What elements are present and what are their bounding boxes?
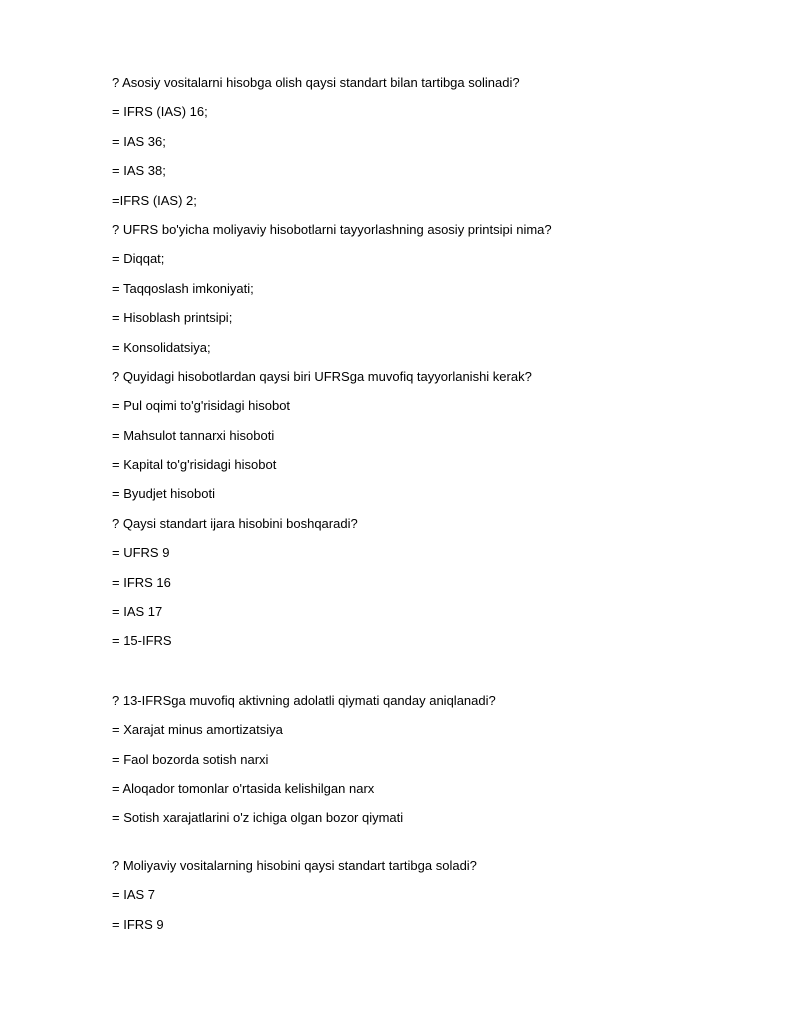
answer-option: = Diqqat;	[112, 251, 165, 267]
answer-option: = IAS 7	[112, 887, 155, 903]
answer-option: = Kapital to'g'risidagi hisobot	[112, 457, 277, 473]
answer-option: = Taqqoslash imkoniyati;	[112, 280, 254, 296]
question-text: ? 13-IFRSga muvofiq aktivning adolatli qiymati qanday aniqlanadi?	[112, 692, 496, 708]
answer-option: = Mahsulot tannarxi hisoboti	[112, 427, 275, 443]
answer-option: = Byudjet hisoboti	[112, 486, 215, 502]
answer-option: = Hisoblash printsipi;	[112, 310, 233, 326]
answer-option: = UFRS 9	[112, 545, 170, 561]
question-text: ? Asosiy vositalarni hisobga olish qaysi standart bilan tartibga solinadi?	[112, 75, 520, 90]
question-list	[112, 73, 732, 944]
question-text: ? UFRS bo'yicha moliyaviy hisobotlarni tayyorlashning asosiy printsipi nima?	[112, 221, 552, 237]
answer-option: = Sotish xarajatlarini o'z ichiga olgan bozor qiymati	[112, 810, 404, 826]
answer-option: = 15-IFRS	[112, 633, 172, 649]
answer-option: = Aloqador tomonlar o'rtasida kelishilgan narx	[112, 780, 375, 796]
answer-option: = Pul oqimi to'g'risidagi hisobot	[112, 398, 291, 414]
question-block	[112, 691, 732, 829]
question-text: ? Quyidagi hisobotlardan qaysi biri UFRSga muvofiq tayyorlanishi kerak?	[112, 368, 532, 384]
answer-option: = Xarajat minus amortizatsiya	[112, 722, 283, 738]
answer-option: = IAS 36;	[112, 133, 166, 149]
answer-option: = IAS 38;	[112, 163, 166, 179]
answer-option: = IAS 17	[112, 604, 163, 620]
blank-line	[112, 838, 732, 848]
question-block	[112, 514, 732, 652]
answer-option: = IFRS 16	[112, 574, 171, 590]
question-block	[112, 856, 732, 935]
question-block	[112, 220, 732, 358]
answer-option: = Konsolidatsiya;	[112, 339, 211, 355]
answer-option: =IFRS (IAS) 2;	[112, 192, 197, 208]
answer-option: = Faol bozorda sotish narxi	[112, 751, 269, 767]
answer-option: = IFRS 9	[112, 916, 164, 932]
blank-line	[112, 661, 732, 671]
question-block	[112, 367, 732, 505]
question-text: ? Qaysi standart ijara hisobini boshqaradi?	[112, 515, 358, 531]
answer-option: = IFRS (IAS) 16;	[112, 104, 208, 120]
question-text: ? Moliyaviy vositalarning hisobini qaysi standart tartibga soladi?	[112, 857, 477, 873]
question-block	[112, 73, 732, 211]
